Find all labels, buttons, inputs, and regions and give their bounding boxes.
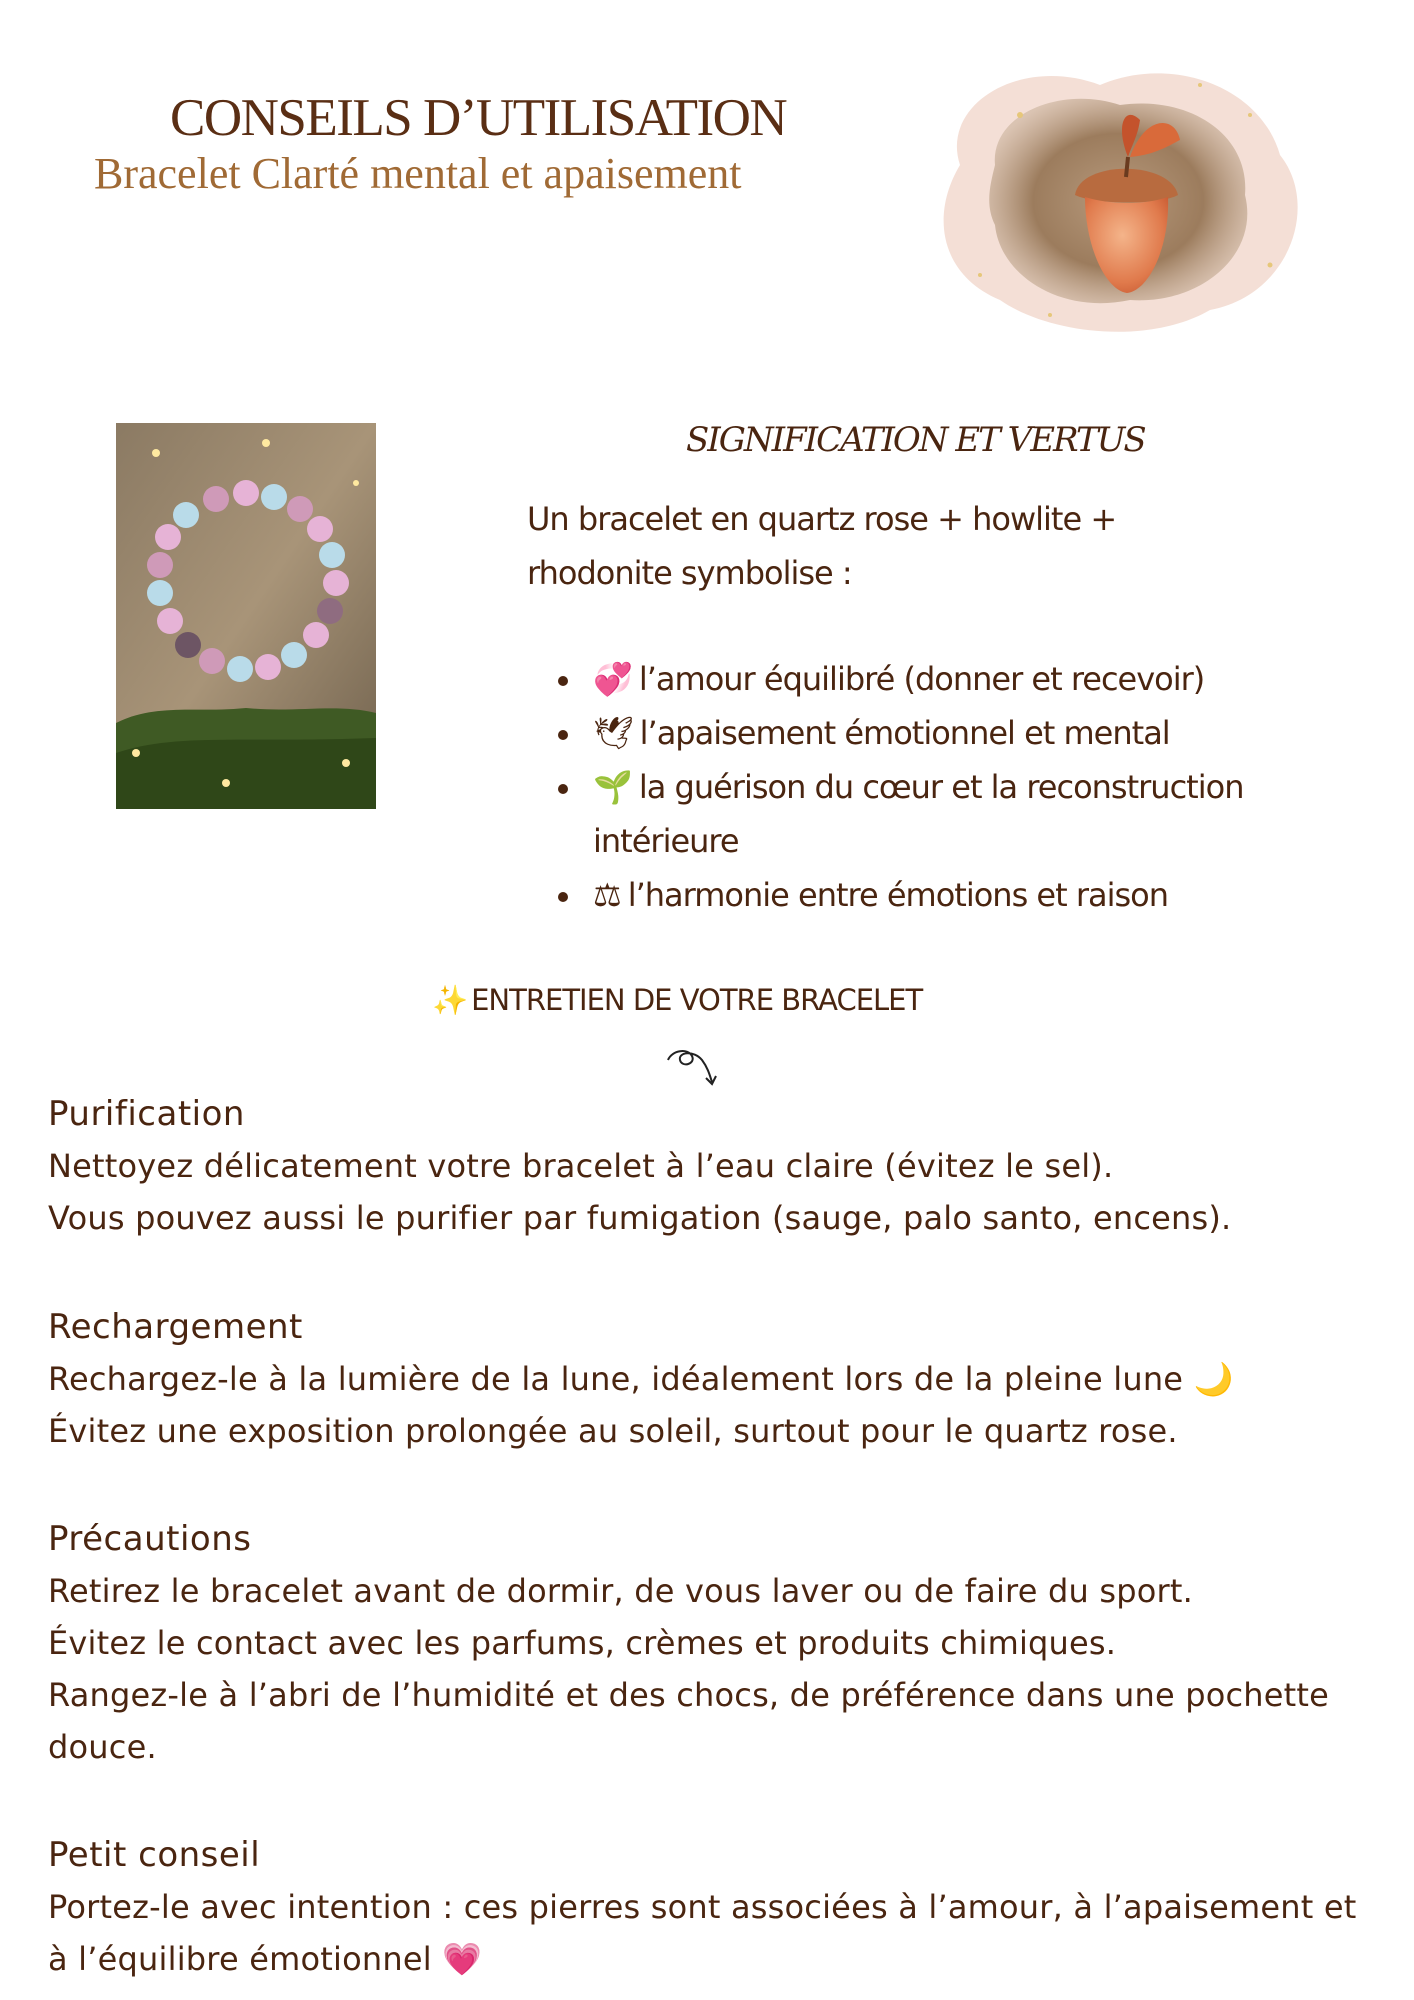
dove-icon: 🕊 — [593, 714, 634, 752]
sparkles-icon: ✨ — [432, 983, 468, 1017]
signification-title: SIGNIFICATION ET VERTUS — [686, 420, 1145, 460]
section-heading: Purification — [48, 1094, 245, 1134]
precautions-section: Précautions Retirez le bracelet avant de dormir, de vous laver ou de faire du sport. Évitez le contact avec les parfums, crèmes et produits chimiques. Rangez-le à l’abri de l’humidité et des chocs, de préférence dans une pochette douce. — [48, 1513, 1378, 1773]
section-heading: Précautions — [48, 1519, 252, 1559]
list-item: ⚖ l’harmonie entre émotions et raison — [558, 868, 1258, 922]
curly-arrow-down-icon — [664, 1046, 720, 1088]
two-hearts-icon: 💞 — [593, 660, 633, 698]
conseil-section: Petit conseil Portez-le avec intention : ces pierres sont associées à l’amour, à l’apaisement et à l’équilibre émotionnel 💗 — [48, 1829, 1378, 1985]
growing-heart-icon: 💗 — [442, 1940, 483, 1978]
balance-scale-icon: ⚖ — [593, 876, 622, 914]
section-heading: Petit conseil — [48, 1835, 261, 1875]
list-item: 🕊 l’apaisement émotionnel et mental — [558, 706, 1258, 760]
entretien-heading: ✨ ENTRETIEN DE VOTRE BRACELET — [432, 983, 923, 1017]
purification-section: Purification Nettoyez délicatement votre bracelet à l’eau claire (évitez le sel). Vous pouvez aussi le purifier par fumigation (sauge, palo santo, encens). — [48, 1088, 1378, 1244]
list-item: 💞 l’amour équilibré (donner et recevoir) — [558, 652, 1258, 706]
signification-intro: Un bracelet en quartz rose + howlite + rhodonite symbolise : — [527, 500, 1117, 592]
section-heading: Rechargement — [48, 1307, 303, 1347]
page-title: CONSEILS D’UTILISATION — [170, 89, 787, 147]
vertus-list — [558, 652, 1258, 922]
rechargement-section: Rechargement Rechargez-le à la lumière de la lune, idéalement lors de la pleine lune 🌙 Évitez une exposition prolongée au soleil, surtout pour le quartz rose. — [48, 1301, 1378, 1457]
page-subtitle: Bracelet Clarté mental et apaisement — [94, 149, 742, 198]
acorn-watercolor-icon — [900, 45, 1340, 355]
seedling-icon: 🌱 — [593, 768, 633, 806]
crescent-moon-icon: 🌙 — [1193, 1360, 1234, 1398]
bracelet-photo — [116, 423, 376, 809]
list-item: 🌱 la guérison du cœur et la reconstruction intérieure — [558, 760, 1258, 868]
